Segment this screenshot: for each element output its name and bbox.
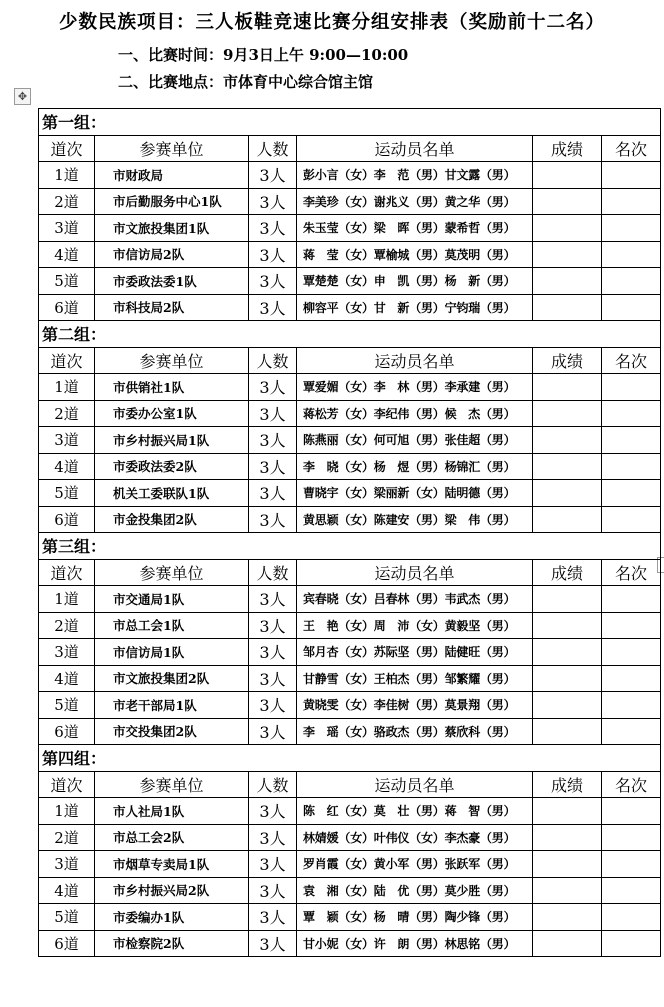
athletes-cell: 林婧媛（女）叶伟仪（女）李杰豪（男）	[297, 824, 533, 851]
count-cell: 3人	[249, 400, 297, 427]
header-score: 成绩	[533, 771, 602, 798]
header-count: 人数	[249, 771, 297, 798]
header-score: 成绩	[533, 347, 602, 374]
unit-cell: 市供销社1队	[95, 374, 249, 401]
table-row	[39, 268, 661, 295]
score-cell[interactable]	[533, 877, 602, 904]
lane-cell: 3道	[39, 427, 95, 454]
table-row	[39, 877, 661, 904]
unit-cell: 市财政局	[95, 162, 249, 189]
group-label: 第四组：	[39, 745, 661, 772]
athletes-cell: 李 瑶（女）骆政杰（男）蔡欣科（男）	[297, 718, 533, 745]
count-cell: 3人	[249, 665, 297, 692]
rank-cell[interactable]	[602, 692, 661, 719]
unit-cell: 市委办公室1队	[95, 400, 249, 427]
lane-cell: 2道	[39, 400, 95, 427]
unit-cell: 市人社局1队	[95, 798, 249, 825]
group-row	[39, 533, 661, 560]
count-cell: 3人	[249, 374, 297, 401]
rank-cell[interactable]	[602, 877, 661, 904]
rank-cell[interactable]	[602, 294, 661, 321]
lane-cell: 3道	[39, 639, 95, 666]
header-rank: 名次	[602, 135, 661, 162]
lane-cell: 1道	[39, 798, 95, 825]
athletes-cell: 陈燕丽（女）何可旭（男）张佳超（男）	[297, 427, 533, 454]
rank-cell[interactable]	[602, 586, 661, 613]
table-row	[39, 930, 661, 957]
score-cell[interactable]	[533, 798, 602, 825]
score-cell[interactable]	[533, 506, 602, 533]
group-label: 第二组：	[39, 321, 661, 348]
unit-cell: 市信访局1队	[95, 639, 249, 666]
count-cell: 3人	[249, 904, 297, 931]
lane-cell: 4道	[39, 665, 95, 692]
table-row	[39, 692, 661, 719]
header-lane: 道次	[39, 347, 95, 374]
unit-cell: 市委政法委1队	[95, 268, 249, 295]
unit-cell: 市烟草专卖局1队	[95, 851, 249, 878]
rank-cell[interactable]	[602, 824, 661, 851]
athletes-cell: 柳容平（女）甘 新（男）宁钧瑞（男）	[297, 294, 533, 321]
count-cell: 3人	[249, 851, 297, 878]
score-cell[interactable]	[533, 718, 602, 745]
count-cell: 3人	[249, 692, 297, 719]
table-row	[39, 241, 661, 268]
count-cell: 3人	[249, 798, 297, 825]
table-row	[39, 480, 661, 507]
table-row	[39, 188, 661, 215]
unit-cell: 市金投集团2队	[95, 506, 249, 533]
group-row	[39, 321, 661, 348]
header-row	[39, 135, 661, 162]
score-cell[interactable]	[533, 215, 602, 242]
schedule-table-body	[39, 109, 661, 957]
document-title: 少数民族项目：三人板鞋竞速比赛分组安排表（奖励前十二名）	[58, 12, 605, 33]
match-venue: 二、比赛地点：市体育中心综合馆主馆	[118, 73, 374, 91]
athletes-cell: 邹月杏（女）苏际坚（男）陆健旺（男）	[297, 639, 533, 666]
table-row	[39, 506, 661, 533]
header-count: 人数	[249, 559, 297, 586]
score-cell[interactable]	[533, 241, 602, 268]
lane-cell: 6道	[39, 930, 95, 957]
table-row	[39, 162, 661, 189]
count-cell: 3人	[249, 215, 297, 242]
count-cell: 3人	[249, 294, 297, 321]
unit-cell: 市老干部局1队	[95, 692, 249, 719]
rank-cell[interactable]	[602, 851, 661, 878]
header-athletes: 运动员名单	[297, 559, 533, 586]
header-lane: 道次	[39, 135, 95, 162]
header-rank: 名次	[602, 559, 661, 586]
athletes-cell: 覃 颖（女）杨 晴（男）陶少锋（男）	[297, 904, 533, 931]
header-row	[39, 347, 661, 374]
athletes-cell: 王 艳（女）周 沛（女）黄毅坚（男）	[297, 612, 533, 639]
table-row	[39, 904, 661, 931]
athletes-cell: 覃爱媚（女）李 林（男）李承建（男）	[297, 374, 533, 401]
athletes-cell: 甘小妮（女）许 朗（男）林思铭（男）	[297, 930, 533, 957]
header-athletes: 运动员名单	[297, 771, 533, 798]
count-cell: 3人	[249, 162, 297, 189]
table-row	[39, 586, 661, 613]
lane-cell: 6道	[39, 506, 95, 533]
rank-cell[interactable]	[602, 400, 661, 427]
match-time: 一、比赛时间：9月3日上午 9:00—10:00	[118, 46, 409, 64]
lane-cell: 5道	[39, 692, 95, 719]
score-cell[interactable]	[533, 188, 602, 215]
rank-cell[interactable]	[602, 453, 661, 480]
athletes-cell: 彭小言（女）李 范（男）甘文露（男）	[297, 162, 533, 189]
athletes-cell: 黄晓雯（女）李佳树（男）莫景翔（男）	[297, 692, 533, 719]
rank-cell[interactable]	[602, 162, 661, 189]
table-row	[39, 453, 661, 480]
count-cell: 3人	[249, 427, 297, 454]
score-cell[interactable]	[533, 294, 602, 321]
athletes-cell: 陈 红（女）莫 壮（男）蒋 智（男）	[297, 798, 533, 825]
athletes-cell: 覃楚楚（女）申 凯（男）杨 新（男）	[297, 268, 533, 295]
lane-cell: 5道	[39, 904, 95, 931]
table-row	[39, 294, 661, 321]
table-row	[39, 718, 661, 745]
table-move-handle-icon[interactable]: ✥	[14, 88, 31, 105]
unit-cell: 市委政法委2队	[95, 453, 249, 480]
rank-cell[interactable]	[602, 374, 661, 401]
count-cell: 3人	[249, 480, 297, 507]
header-score: 成绩	[533, 135, 602, 162]
lane-cell: 2道	[39, 824, 95, 851]
score-cell[interactable]	[533, 612, 602, 639]
athletes-cell: 李 晓（女）杨 煜（男）杨锦汇（男）	[297, 453, 533, 480]
athletes-cell: 李美珍（女）谢兆义（男）黄之华（男）	[297, 188, 533, 215]
count-cell: 3人	[249, 639, 297, 666]
schedule-table	[38, 108, 661, 957]
score-cell[interactable]	[533, 639, 602, 666]
athletes-cell: 曹晓宇（女）梁丽新（女）陆明德（男）	[297, 480, 533, 507]
rank-cell[interactable]	[602, 480, 661, 507]
score-cell[interactable]	[533, 162, 602, 189]
count-cell: 3人	[249, 824, 297, 851]
count-cell: 3人	[249, 586, 297, 613]
count-cell: 3人	[249, 718, 297, 745]
header-lane: 道次	[39, 771, 95, 798]
table-row	[39, 612, 661, 639]
rank-cell[interactable]	[602, 427, 661, 454]
rank-cell[interactable]	[602, 639, 661, 666]
header-row	[39, 771, 661, 798]
unit-cell: 市文旅投集团2队	[95, 665, 249, 692]
unit-cell: 市交通局1队	[95, 586, 249, 613]
table-row	[39, 400, 661, 427]
rank-cell[interactable]	[602, 241, 661, 268]
lane-cell: 1道	[39, 162, 95, 189]
score-cell[interactable]	[533, 851, 602, 878]
unit-cell: 市交投集团2队	[95, 718, 249, 745]
rank-cell[interactable]	[602, 930, 661, 957]
unit-cell: 市委编办1队	[95, 904, 249, 931]
unit-cell: 市检察院2队	[95, 930, 249, 957]
lane-cell: 2道	[39, 188, 95, 215]
group-row	[39, 745, 661, 772]
group-row	[39, 109, 661, 136]
header-unit: 参赛单位	[95, 771, 249, 798]
rank-cell[interactable]	[602, 506, 661, 533]
lane-cell: 4道	[39, 453, 95, 480]
table-row	[39, 824, 661, 851]
header-athletes: 运动员名单	[297, 347, 533, 374]
header-unit: 参赛单位	[95, 559, 249, 586]
count-cell: 3人	[249, 453, 297, 480]
rank-cell[interactable]	[602, 904, 661, 931]
rank-cell[interactable]	[602, 268, 661, 295]
lane-cell: 4道	[39, 877, 95, 904]
table-row	[39, 215, 661, 242]
score-cell[interactable]	[533, 665, 602, 692]
athletes-cell: 甘静雪（女）王柏杰（男）邹繁耀（男）	[297, 665, 533, 692]
score-cell[interactable]	[533, 904, 602, 931]
lane-cell: 3道	[39, 851, 95, 878]
unit-cell: 市总工会1队	[95, 612, 249, 639]
unit-cell: 市科技局2队	[95, 294, 249, 321]
count-cell: 3人	[249, 930, 297, 957]
rank-cell[interactable]	[602, 798, 661, 825]
score-cell[interactable]	[533, 692, 602, 719]
header-rank: 名次	[602, 771, 661, 798]
lane-cell: 2道	[39, 612, 95, 639]
header-rank: 名次	[602, 347, 661, 374]
rank-cell[interactable]	[602, 718, 661, 745]
score-cell[interactable]	[533, 586, 602, 613]
count-cell: 3人	[249, 241, 297, 268]
athletes-cell: 黄思颖（女）陈建安（男）梁 伟（男）	[297, 506, 533, 533]
rank-cell[interactable]	[602, 665, 661, 692]
table-row	[39, 374, 661, 401]
athletes-cell: 宾春晓（女）吕春林（男）韦武杰（男）	[297, 586, 533, 613]
lane-cell: 6道	[39, 294, 95, 321]
table-row	[39, 851, 661, 878]
count-cell: 3人	[249, 506, 297, 533]
count-cell: 3人	[249, 612, 297, 639]
unit-cell: 机关工委联队1队	[95, 480, 249, 507]
table-row	[39, 798, 661, 825]
athletes-cell: 朱玉莹（女）梁 晖（男）蒙希哲（男）	[297, 215, 533, 242]
athletes-cell: 蒋松芳（女）李纪伟（男）候 杰（男）	[297, 400, 533, 427]
unit-cell: 市后勤服务中心1队	[95, 188, 249, 215]
group-label: 第三组：	[39, 533, 661, 560]
table-row	[39, 639, 661, 666]
table-row	[39, 427, 661, 454]
rank-cell[interactable]	[602, 612, 661, 639]
header-count: 人数	[249, 135, 297, 162]
rank-cell[interactable]	[602, 215, 661, 242]
score-cell[interactable]	[533, 453, 602, 480]
header-count: 人数	[249, 347, 297, 374]
unit-cell: 市乡村振兴局2队	[95, 877, 249, 904]
score-cell[interactable]	[533, 268, 602, 295]
lane-cell: 5道	[39, 480, 95, 507]
lane-cell: 3道	[39, 215, 95, 242]
athletes-cell: 罗肖霞（女）黄小军（男）张跃军（男）	[297, 851, 533, 878]
group-label: 第一组：	[39, 109, 661, 136]
header-athletes: 运动员名单	[297, 135, 533, 162]
score-cell[interactable]	[533, 400, 602, 427]
rank-cell[interactable]	[602, 188, 661, 215]
score-cell[interactable]	[533, 427, 602, 454]
lane-cell: 1道	[39, 586, 95, 613]
header-unit: 参赛单位	[95, 135, 249, 162]
header-lane: 道次	[39, 559, 95, 586]
table-row	[39, 665, 661, 692]
count-cell: 3人	[249, 188, 297, 215]
count-cell: 3人	[249, 268, 297, 295]
header-row	[39, 559, 661, 586]
unit-cell: 市文旅投集团1队	[95, 215, 249, 242]
header-unit: 参赛单位	[95, 347, 249, 374]
lane-cell: 6道	[39, 718, 95, 745]
unit-cell: 市总工会2队	[95, 824, 249, 851]
score-cell[interactable]	[533, 480, 602, 507]
lane-cell: 1道	[39, 374, 95, 401]
score-cell[interactable]	[533, 374, 602, 401]
unit-cell: 市信访局2队	[95, 241, 249, 268]
athletes-cell: 蒋 莹（女）覃榆城（男）莫茂明（男）	[297, 241, 533, 268]
lane-cell: 4道	[39, 241, 95, 268]
header-score: 成绩	[533, 559, 602, 586]
lane-cell: 5道	[39, 268, 95, 295]
unit-cell: 市乡村振兴局1队	[95, 427, 249, 454]
score-cell[interactable]	[533, 824, 602, 851]
athletes-cell: 袁 湘（女）陆 优（男）莫少胜（男）	[297, 877, 533, 904]
count-cell: 3人	[249, 877, 297, 904]
score-cell[interactable]	[533, 930, 602, 957]
